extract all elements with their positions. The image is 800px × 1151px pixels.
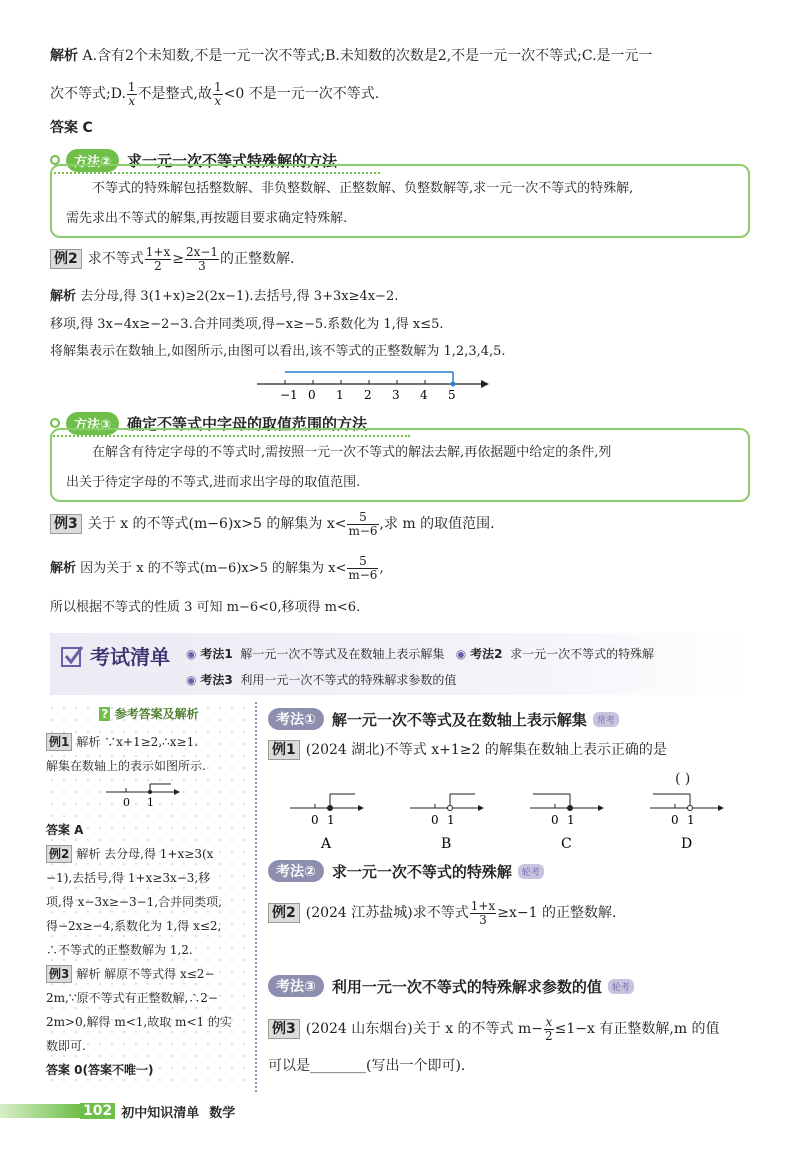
kf3-header: 考法③ 利用一元一次不等式的特殊解求参数的值 轮考 — [268, 975, 634, 997]
svg-text:0: 0 — [431, 813, 439, 827]
example2-number-line — [255, 362, 495, 402]
example3-analysis-1: 解析 因为关于 x 的不等式(m−6)x>5 的解集为 x< $\frac{5}{m-6}$ , — [50, 554, 384, 582]
svg-text:A: A — [321, 836, 332, 852]
example2-analysis-2: 移项,得 3x−4x≥−2−3.合并同类项,得−x≥−5.系数化为 1,得 x≤5. — [50, 317, 444, 332]
checkbox-icon — [60, 644, 84, 668]
svg-text:1: 1 — [567, 813, 575, 827]
svg-text:0: 0 — [123, 796, 130, 809]
example2-analysis-3: 将解集表示在数轴上,如图所示,由图可以看出,该不等式的正整数解为 1,2,3,4,5. — [50, 344, 506, 359]
svg-text:D: D — [681, 836, 693, 852]
tick-label: 3 — [392, 388, 400, 402]
footer — [0, 1101, 300, 1121]
tick-label: 1 — [336, 388, 344, 402]
svg-text:0: 0 — [311, 813, 319, 827]
svg-text:1: 1 — [447, 813, 455, 827]
answer-column: ? 参考答案及解析 例1 解析 ∵x+1≥2,∴x≥1. 解集在数轴上的表示如图所示. 0 1 答案 A 例2 解析 去分母,得 1+x≥3(x −1),去括号,得 1+x≥3x−3,移 项,得 x−3x≥−3−1,合并同类项, 得−2x≥−4,系数化为 1,得 x≤2, ∴不等式的正整数解为 1,2. 例3 解析 解原不等式得 x≤2− 2m,∵原不等式有正整数解,∴2− 2m>0,解得 m<1,故取 m<1 的实 数即可. 答案 0(答案不唯一) — [46, 702, 252, 1087]
kf1-answer-paren: ( ) — [675, 771, 691, 787]
method3-box: 在解含有待定字母的不等式时,需按照一元一次不等式的解法去解,再依据题中给定的条件,列 出关于待定字母的不等式,进而求出字母的取值范围. — [50, 428, 750, 502]
answer-number-line — [46, 778, 186, 810]
option-a — [290, 794, 364, 852]
kf3-line2: 可以是________(写出一个即可). — [268, 1058, 466, 1074]
exam-list-banner — [50, 633, 750, 695]
subject: 数学 — [209, 1105, 236, 1121]
svg-text:B: B — [441, 836, 452, 852]
exam-list-title: 考试清单 — [60, 641, 170, 670]
tick-label: 0 — [308, 388, 316, 402]
example3-question: 例3 关于 x 的不等式(m−6)x>5 的解集为 x< $\frac{5}{m-6}$ ,求 m 的取值范围. — [50, 509, 495, 539]
tick-label: −1 — [280, 388, 298, 402]
page-number: 102 — [80, 1103, 115, 1119]
svg-text:1: 1 — [687, 813, 695, 827]
method3-pill: 方法③ — [66, 412, 119, 435]
column-divider — [255, 702, 257, 1092]
method2-box: 不等式的特殊解包括整数解、非负整数解、正整数解、负整数解等,求一元一次不等式的特殊解, 需先求出不等式的解集,再按题目要求确定特殊解. — [50, 164, 750, 238]
method3-title: 确定不等式中字母的取值范围的方法 — [127, 414, 368, 433]
example3-analysis-2: 所以根据不等式的性质 3 可知 m−6<0,移项得 m<6. — [50, 600, 361, 615]
book-title: 初中知识清单 — [121, 1105, 200, 1121]
svg-text:0: 0 — [671, 813, 679, 827]
top-analysis-line2: 次不等式;D. $\frac{1}{x}$ 不是整式,故 $\frac{1}{x}$ <0 不是一元一次不等式. — [50, 79, 380, 108]
bullet-icon — [50, 418, 60, 428]
top-answer: 答案 C — [50, 120, 93, 136]
method2-pill: 方法② — [66, 149, 119, 172]
svg-text:1: 1 — [327, 813, 335, 827]
kf1-question: 例1 (2024 湖北)不等式 x+1≥2 的解集在数轴上表示正确的是 — [268, 736, 667, 765]
kf2-question: 例2 (2024 江苏盐城)求不等式 $\frac{1+x}{3}$ ≥x−1 的正整数解. — [268, 898, 616, 928]
tick-label: 5 — [448, 388, 456, 402]
option-b — [410, 794, 484, 852]
kf3-question: 例3 (2024 山东烟台)关于 x 的不等式 m− $\frac{x}{2}$ ≤1−x 有正整数解,m 的值 — [268, 1014, 720, 1044]
kf2-header: 考法② 求一元一次不等式的特殊解 轮考 — [268, 860, 544, 882]
example2-question: 例2 求不等式 $\frac{1+x}{2}$ ≥ $\frac{2x-1}{3}$ 的正整数解. — [50, 244, 295, 274]
option-d — [650, 794, 724, 852]
exam-list-row1: ◉ 考法1 解一元一次不等式及在数轴上表示解集 ◉ 考法2 求一元一次不等式的特殊解 — [186, 647, 655, 661]
svg-text:1: 1 — [147, 796, 154, 809]
svg-text:0: 0 — [551, 813, 559, 827]
option-c — [530, 794, 604, 852]
answer-column-header: ? 参考答案及解析 — [101, 707, 199, 721]
svg-text:C: C — [561, 836, 572, 852]
kf1-options — [285, 788, 725, 858]
example2-analysis-1: 解析 去分母,得 3(1+x)≥2(2x−1).去括号,得 3+3x≥4x−2. — [50, 289, 399, 304]
kf1-header: 考法① 解一元一次不等式及在数轴上表示解集 常考 — [268, 708, 619, 730]
tick-label: 4 — [420, 388, 428, 402]
exam-list-row2: ◉ 考法3 利用一元一次不等式的特殊解求参数的值 — [186, 673, 457, 687]
top-analysis-line1: 解析 A.含有2个未知数,不是一元一次不等式;B.未知数的次数是2,不是一元一次不等式;C.是一元一 — [50, 48, 653, 64]
tick-label: 2 — [364, 388, 372, 402]
method2-title: 求一元一次不等式特殊解的方法 — [127, 151, 338, 170]
